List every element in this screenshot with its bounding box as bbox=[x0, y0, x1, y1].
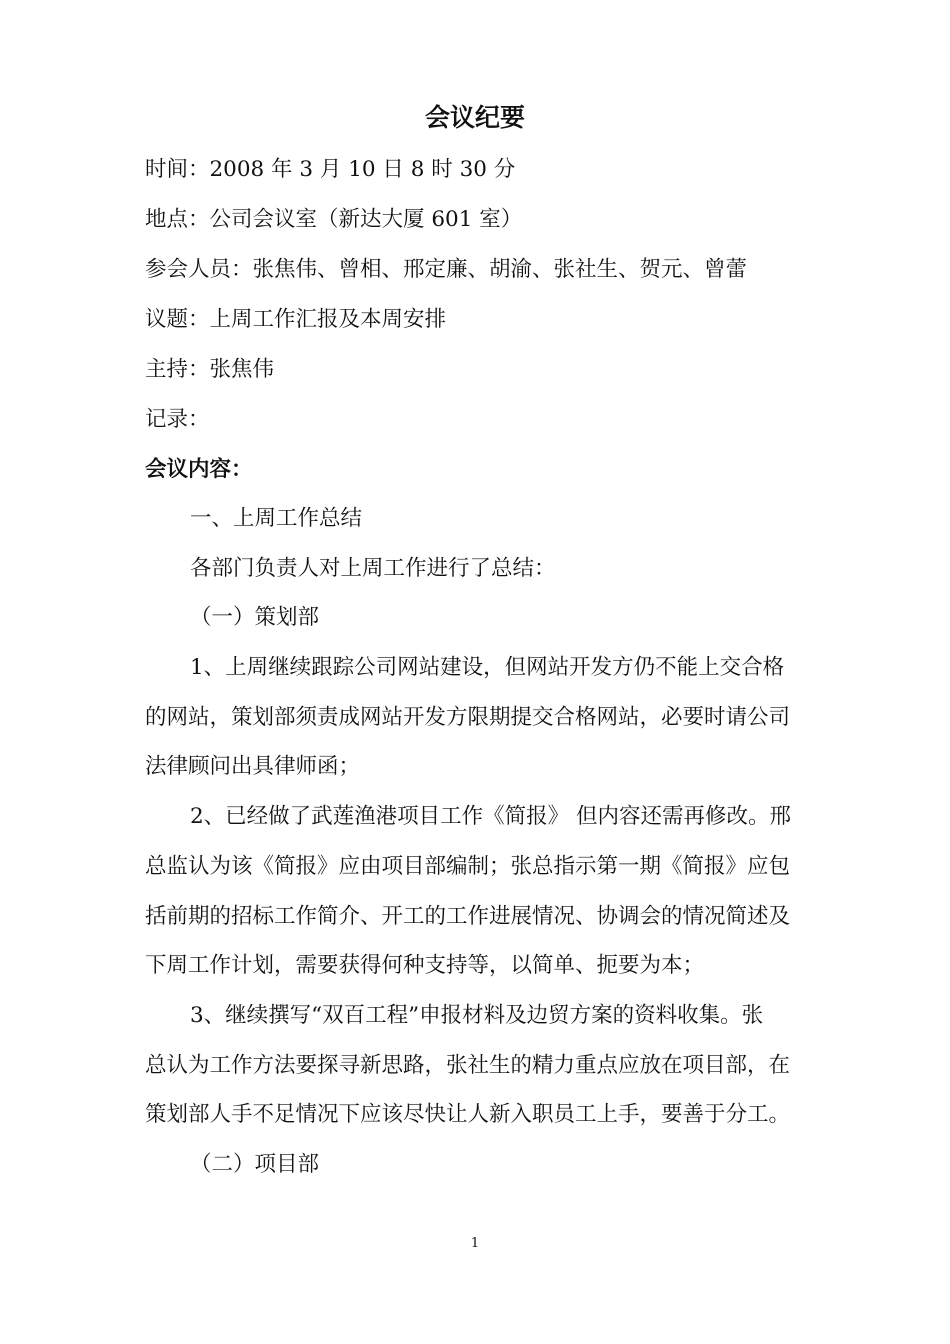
document-title: 会议纪要 bbox=[424, 103, 525, 132]
page-number: 1 bbox=[470, 1236, 480, 1251]
meeting-recorder: 记录： bbox=[145, 407, 210, 432]
paragraph-line: 法律顾问出具律师函； bbox=[145, 754, 361, 780]
dept-heading-project: （二）项目部 bbox=[190, 1151, 320, 1177]
meeting-place: 地点：公司会议室（新达大厦 601 室） bbox=[145, 207, 523, 232]
meeting-info bbox=[145, 145, 835, 495]
meeting-content bbox=[145, 494, 815, 1190]
paragraph-line: 总认为工作方法要探寻新思路，张社生的精力重点应放在项目部，在 bbox=[145, 1052, 791, 1078]
item-1-paragraph bbox=[145, 643, 815, 792]
paragraph-line: 策划部人手不足情况下应该尽快让人新入职员工上手，要善于分工。 bbox=[145, 1102, 791, 1128]
intro-paragraph: 各部门负责人对上周工作进行了总结： bbox=[190, 555, 556, 581]
meeting-attendees: 参会人员：张焦伟、曾相、邢定廉、胡渝、张社生、贺元、曾蕾 bbox=[145, 257, 748, 282]
paragraph-line: 3、继续撰写“双百工程”申报材料及边贸方案的资料收集。张 bbox=[190, 1002, 764, 1028]
paragraph-line: 下周工作计划，需要获得何种支持等，以简单、扼要为本； bbox=[145, 953, 705, 979]
paragraph-line: 总监认为该《简报》应由项目部编制；张总指示第一期《简报》应包 bbox=[145, 853, 791, 879]
paragraph-line: 的网站，策划部须责成网站开发方限期提交合格网站，必要时请公司 bbox=[145, 704, 791, 730]
item-3-paragraph bbox=[145, 991, 815, 1140]
meeting-topic: 议题：上周工作汇报及本周安排 bbox=[145, 307, 447, 332]
meeting-host: 主持：张焦伟 bbox=[145, 357, 275, 382]
meeting-time: 时间：2008 年 3 月 10 日 8 时 30 分 bbox=[145, 157, 516, 182]
item-2-paragraph bbox=[145, 792, 815, 991]
paragraph-line: 括前期的招标工作简介、开工的工作进展情况、协调会的情况简述及 bbox=[145, 903, 791, 929]
paragraph-line: 1、上周继续跟踪公司网站建设，但网站开发方仍不能上交合格 bbox=[190, 655, 785, 681]
content-heading: 会议内容： bbox=[145, 457, 253, 482]
dept-heading-planning: （一）策划部 bbox=[190, 605, 320, 631]
section-heading: 一、上周工作总结 bbox=[190, 506, 363, 531]
paragraph-line: 2、已经做了武莲渔港项目工作《简报》 但内容还需再修改。邢 bbox=[190, 804, 792, 830]
